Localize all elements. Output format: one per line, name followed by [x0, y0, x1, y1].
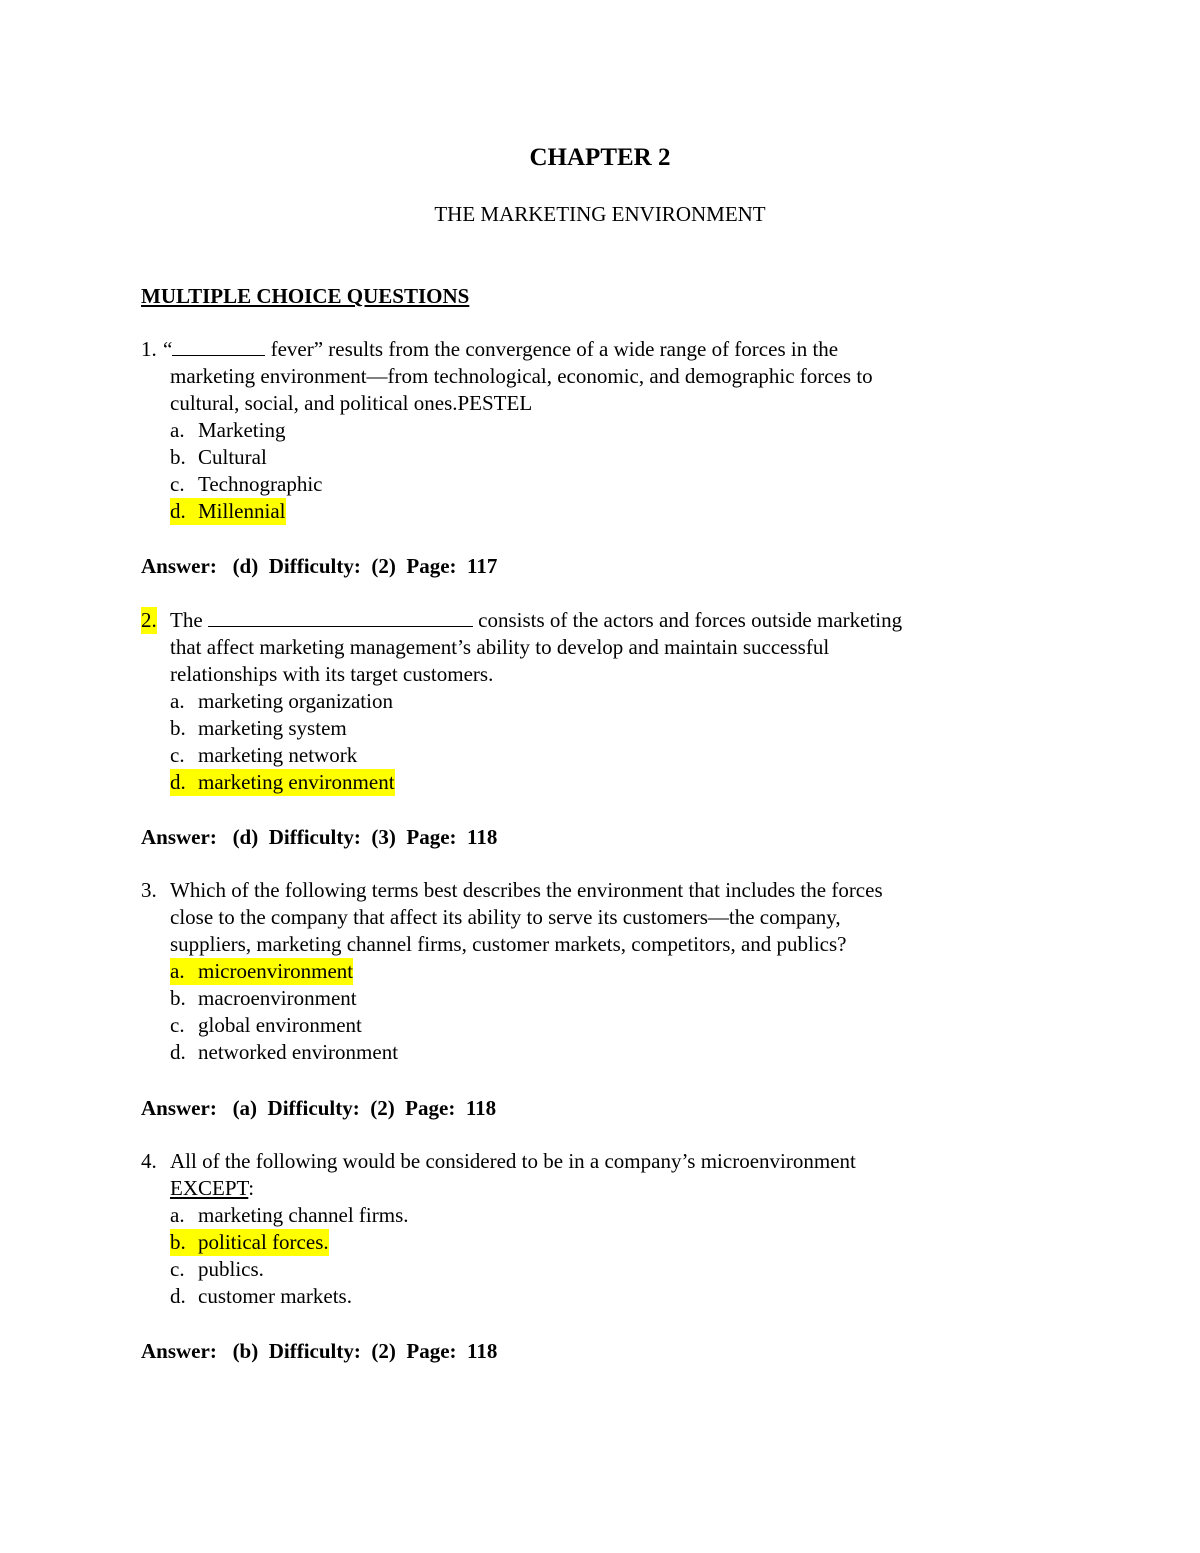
option-a: a. marketing channel firms.	[170, 1203, 409, 1227]
option-a-highlighted: a. microenvironment	[170, 959, 354, 983]
question-2	[141, 607, 1101, 796]
question-number: 1.	[141, 337, 157, 361]
emphasis-except: EXCEPT	[170, 1176, 249, 1200]
question-number: 3.	[141, 878, 157, 902]
answer-line: Answer: (a) Difficulty: (2) Page: 118	[141, 1096, 497, 1120]
question-stem-suffix: :	[248, 1176, 255, 1200]
answer-line: Answer: (d) Difficulty: (2) Page: 117	[141, 554, 498, 578]
option-c: c. Technographic	[170, 472, 323, 496]
question-3	[141, 877, 1101, 1066]
question-number: 4.	[141, 1149, 157, 1173]
chapter-heading: CHAPTER 2	[529, 144, 671, 171]
fill-in-blank	[208, 607, 473, 627]
question-stem-line: consists of the actors and forces outside marketing	[478, 608, 903, 632]
option-a: a. Marketing	[170, 418, 286, 442]
option-c: c. global environment	[170, 1013, 362, 1037]
question-stem-line: Which of the following terms best describes the environment that includes the forces	[170, 878, 883, 902]
option-d: d. customer markets.	[170, 1284, 352, 1308]
question-4	[141, 1148, 1101, 1310]
option-d: d. networked environment	[170, 1040, 399, 1064]
chapter-title: THE MARKETING ENVIRONMENT	[434, 202, 766, 226]
option-b: b. Cultural	[170, 445, 267, 469]
fill-in-blank	[172, 336, 265, 356]
question-stem-line: suppliers, marketing channel firms, customer markets, competitors, and publics?	[170, 932, 847, 956]
option-b-highlighted: b. political forces.	[170, 1230, 329, 1254]
question-stem-prefix: The	[170, 608, 203, 632]
question-stem-line: fever” results from the convergence of a wide range of forces in the	[270, 337, 839, 361]
question-stem-line: marketing environment—from technological, economic, and demographic forces to	[170, 364, 873, 388]
option-c: c. publics.	[170, 1257, 264, 1281]
option-c: c. marketing network	[170, 743, 358, 767]
question-stem-line: that affect marketing management’s ability to develop and maintain successful	[170, 635, 830, 659]
question-stem-prefix: “	[163, 337, 173, 361]
question-1	[141, 336, 1101, 525]
question-stem-line: cultural, social, and political ones.PESTEL	[170, 391, 533, 415]
option-d-highlighted: d. marketing environment	[170, 770, 395, 794]
option-b: b. macroenvironment	[170, 986, 357, 1010]
question-stem-line: close to the company that affect its ability to serve its customers—the company,	[170, 905, 841, 929]
question-stem-line: relationships with its target customers.	[170, 662, 494, 686]
option-d-highlighted: d. Millennial	[170, 499, 286, 523]
question-number-highlighted: 2.	[141, 608, 157, 632]
question-stem-line: All of the following would be considered to be in a company’s microenvironment	[170, 1149, 856, 1173]
option-b: b. marketing system	[170, 716, 347, 740]
section-heading: MULTIPLE CHOICE QUESTIONS	[141, 284, 470, 308]
option-a: a. marketing organization	[170, 689, 393, 713]
answer-line: Answer: (b) Difficulty: (2) Page: 118	[141, 1339, 498, 1363]
answer-line: Answer: (d) Difficulty: (3) Page: 118	[141, 825, 498, 849]
